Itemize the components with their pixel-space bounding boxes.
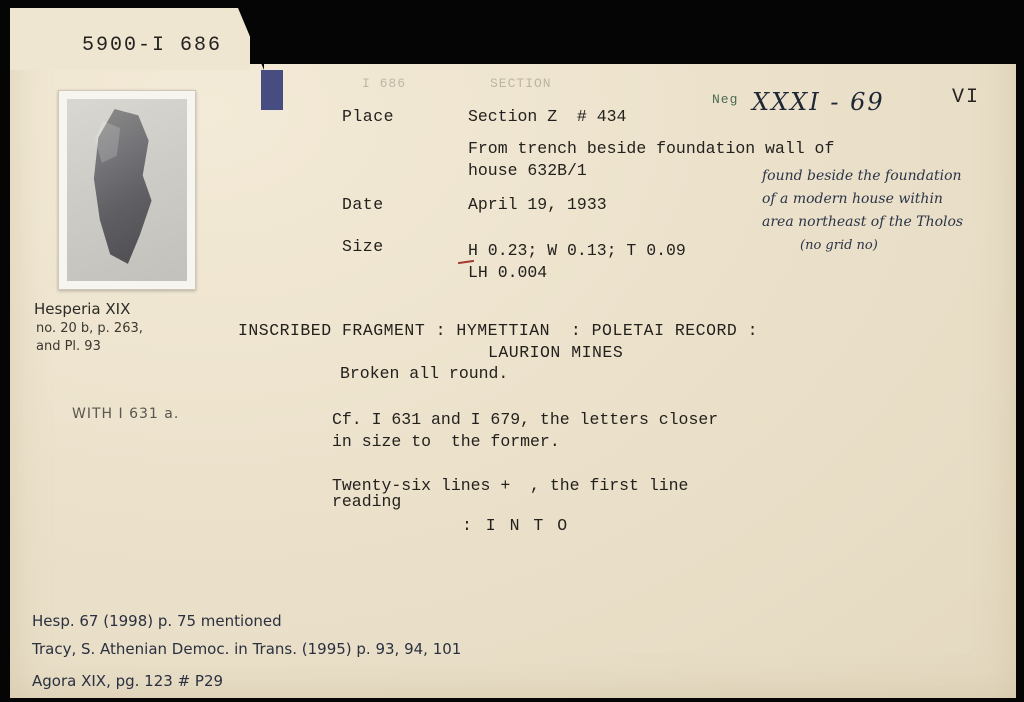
description-title-line-1: INSCRIBED FRAGMENT : HYMETTIAN : POLETAI RECORD : xyxy=(238,321,759,340)
description-comparison-line-2: in size to the former. xyxy=(332,432,560,451)
field-label-size: Size xyxy=(342,237,384,256)
inventory-number: 5900-I 686 xyxy=(82,34,223,57)
findspot-note-line-3: area northeast of the Tholos xyxy=(762,214,964,230)
field-value-place-line-1: Section Z # 434 xyxy=(468,107,627,126)
negative-number: XXXI - 69 xyxy=(752,88,885,116)
field-value-date: April 19, 1933 xyxy=(468,195,607,214)
negative-stamp-label: Neg xyxy=(712,92,739,107)
fragment-photograph xyxy=(58,90,196,290)
hesperia-reference-line-1: Hesperia XIX xyxy=(34,300,131,318)
description-lines-note-2: reading xyxy=(332,492,402,511)
bibliography-line-2: Tracy, S. Athenian Democ. in Trans. (1995) p. 93, 94, 101 xyxy=(32,640,462,658)
photograph-image xyxy=(67,99,187,281)
description-transcription: : I N T O xyxy=(462,516,570,535)
ghost-header-right: SECTION xyxy=(490,76,552,91)
field-label-date: Date xyxy=(342,195,384,214)
findspot-note-line-4: (no grid no) xyxy=(800,238,878,253)
field-value-place-line-3: house 632B/1 xyxy=(468,161,587,180)
with-reference-note: WITH I 631 a. xyxy=(72,406,180,422)
field-value-size-line-1: H 0.23; W 0.13; T 0.09 xyxy=(468,241,686,260)
bibliography-line-3: Agora XIX, pg. 123 # P29 xyxy=(32,672,224,690)
catalogue-card xyxy=(10,8,1016,698)
field-label-place: Place xyxy=(342,107,395,126)
findspot-note-line-2: of a modern house within xyxy=(762,191,943,207)
blue-tape-mark xyxy=(261,70,283,110)
field-value-size-line-2: LH 0.004 xyxy=(468,263,548,282)
findspot-note-line-1: found beside the foundation xyxy=(762,168,962,184)
field-value-place-line-2: From trench beside foundation wall of xyxy=(468,139,835,158)
bibliography-line-1: Hesp. 67 (1998) p. 75 mentioned xyxy=(32,612,282,630)
description-condition: Broken all round. xyxy=(340,364,509,383)
description-title-line-2: LAURION MINES xyxy=(488,343,624,362)
description-comparison-line-1: Cf. I 631 and I 679, the letters closer xyxy=(332,410,719,429)
ghost-header-left: I 686 xyxy=(362,76,407,91)
description-lines-note-1: Twenty-six lines + , the first line xyxy=(332,476,689,495)
card-top-background xyxy=(250,8,1016,64)
hesperia-reference-line-3: and Pl. 93 xyxy=(36,339,101,354)
card-series-numeral: VI xyxy=(951,86,980,109)
marble-fragment-shape xyxy=(85,109,159,267)
card-tab-slope xyxy=(238,8,264,70)
hesperia-reference-line-2: no. 20 b, p. 263, xyxy=(36,321,143,336)
